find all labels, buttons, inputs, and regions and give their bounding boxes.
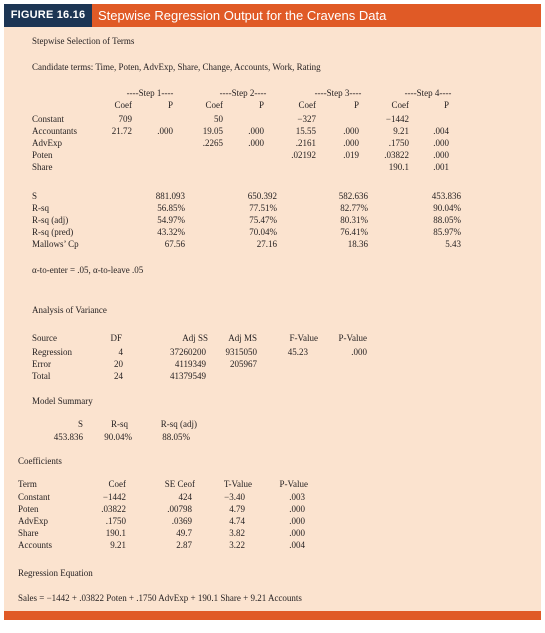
anova-cell: 41379549: [170, 371, 206, 381]
anova-fvalue-header: F-Value: [289, 333, 318, 343]
stat-value: 56.85%: [157, 203, 185, 213]
term-coef: 19.05: [202, 126, 223, 136]
term-p-value: .001: [433, 162, 449, 172]
stat-value: 80.31%: [340, 215, 368, 225]
stat-value: 75.47%: [249, 215, 277, 225]
output-panel: [4, 27, 541, 611]
stepwise-heading: Stepwise Selection of Terms: [32, 36, 135, 46]
coef-header: SE Ceof: [164, 479, 195, 489]
coef-term: AdvExp: [18, 516, 48, 526]
anova-cell: 37260200: [170, 347, 206, 357]
coef-cell: 424: [178, 492, 192, 502]
term-name: Accountants: [32, 126, 77, 136]
anova-cell: 9315050: [225, 347, 257, 357]
stat-value: 582.636: [338, 191, 368, 201]
stat-value: 70.04%: [249, 227, 277, 237]
anova-adjms-header: Adj MS: [228, 333, 257, 343]
coef-cell: 49.7: [176, 528, 192, 538]
p-header: P: [167, 100, 173, 110]
term-coef: 190.1: [388, 162, 409, 172]
stat-value: 77.51%: [249, 203, 277, 213]
model-summary-heading: Model Summary: [32, 396, 93, 406]
coef-cell: 4.74: [229, 516, 245, 526]
term-p-value: .000: [433, 138, 449, 148]
coef-cell: .1750: [105, 516, 126, 526]
anova-cell: 45.23: [287, 347, 308, 357]
term-p-value: .000: [248, 126, 264, 136]
stat-value: 453.836: [431, 191, 461, 201]
figure-label: FIGURE 16.16: [4, 4, 92, 27]
term-p-value: .000: [248, 138, 264, 148]
term-name: AdvExp: [32, 138, 62, 148]
term-coef: .2265: [202, 138, 223, 148]
term-p-value: .000: [343, 126, 359, 136]
term-coef: 21.72: [111, 126, 132, 136]
stat-value: 43.32%: [157, 227, 185, 237]
coef-header: P-Value: [279, 479, 308, 489]
term-p-value: .004: [433, 126, 449, 136]
term-coef: 50: [214, 114, 223, 124]
term-name: Poten: [32, 150, 53, 160]
anova-row-label: Regression: [32, 347, 72, 357]
stat-value: 54.97%: [157, 215, 185, 225]
term-p-value: .000: [433, 150, 449, 160]
term-name: Share: [32, 162, 53, 172]
coef-cell: −3.40: [224, 492, 245, 502]
anova-cell: 4119349: [174, 359, 206, 369]
coefficients-heading: Coefficients: [18, 456, 62, 466]
coef-header: Coef: [114, 100, 132, 110]
summary-header: R-sq: [110, 419, 128, 429]
stat-value: 27.16: [256, 239, 277, 249]
anova-cell: 4: [118, 347, 123, 357]
coef-term: Constant: [18, 492, 51, 502]
summary-header: S: [77, 419, 83, 429]
coef-cell: 2.87: [176, 540, 192, 550]
stat-name: S: [32, 191, 38, 201]
coef-cell: .0369: [171, 516, 192, 526]
coef-header: Coef: [298, 100, 316, 110]
anova-pvalue-header: P-Value: [338, 333, 367, 343]
step-header: ----Step 2----: [219, 88, 267, 98]
term-coef: −1442: [385, 114, 409, 124]
coef-cell: .000: [289, 516, 305, 526]
stat-name: R-sq (pred): [32, 227, 74, 237]
p-header: P: [443, 100, 449, 110]
stat-value: 82.77%: [340, 203, 368, 213]
term-coef: .1750: [388, 138, 409, 148]
coef-header: Coef: [108, 479, 126, 489]
bottom-rule: [4, 611, 541, 620]
term-coef: 15.55: [295, 126, 316, 136]
term-coef: .02192: [291, 150, 316, 160]
step-header: ----Step 1----: [126, 88, 174, 98]
term-p-value: .000: [157, 126, 173, 136]
summary-value: 90.04%: [104, 432, 132, 442]
stat-name: Mallows’ Cp: [32, 239, 79, 249]
term-p-value: .019: [343, 150, 359, 160]
coef-cell: .03822: [101, 504, 126, 514]
coef-cell: 4.79: [229, 504, 245, 514]
step-header: ----Step 3----: [314, 88, 362, 98]
stat-value: 5.43: [445, 239, 461, 249]
coef-cell: .004: [289, 540, 305, 550]
stat-value: 881.093: [155, 191, 185, 201]
anova-cell: .000: [351, 347, 367, 357]
stat-name: R-sq: [32, 203, 50, 213]
figure-caption: Stepwise Regression Output for the Cravens Data: [98, 8, 387, 23]
coef-cell: −1442: [102, 492, 126, 502]
anova-heading: Analysis of Variance: [32, 305, 107, 315]
coef-term: Share: [18, 528, 39, 538]
stat-value: 88.05%: [433, 215, 461, 225]
coef-cell: .000: [289, 504, 305, 514]
coef-header: Coef: [205, 100, 223, 110]
coef-cell: .003: [289, 492, 305, 502]
stat-value: 90.04%: [433, 203, 461, 213]
summary-value: 453.836: [53, 432, 83, 442]
regression-heading: Regression Equation: [18, 568, 93, 578]
step-header: ----Step 4----: [404, 88, 452, 98]
coef-header: T-Value: [223, 479, 252, 489]
anova-row-label: Total: [32, 371, 51, 381]
anova-source-header: Source: [32, 333, 57, 343]
coef-term: Accounts: [18, 540, 52, 550]
regression-equation: Sales = −1442 + .03822 Poten + .1750 AdvExp + 190.1 Share + 9.21 Accounts: [18, 593, 302, 603]
term-name: Constant: [32, 114, 65, 124]
term-coef: .03822: [384, 150, 409, 160]
coef-cell: .000: [289, 528, 305, 538]
coef-cell: 190.1: [105, 528, 126, 538]
term-p-value: .000: [343, 138, 359, 148]
stat-name: R-sq (adj): [32, 215, 69, 225]
term-coef: −327: [297, 114, 316, 124]
stat-value: 67.56: [164, 239, 185, 249]
alpha-note: α-to-enter = .05, α-to-leave .05: [32, 265, 144, 275]
p-header: P: [353, 100, 359, 110]
candidate-terms: Candidate terms: Time, Poten, AdvExp, Share, Change, Accounts, Work, Rating: [32, 62, 321, 72]
anova-cell: 24: [114, 371, 123, 381]
anova-row-label: Error: [32, 359, 51, 369]
anova-cell: 205967: [230, 359, 257, 369]
stat-value: 85.97%: [433, 227, 461, 237]
coef-cell: 9.21: [110, 540, 126, 550]
anova-adjss-header: Adj SS: [182, 333, 208, 343]
coef-cell: 3.82: [229, 528, 245, 538]
coef-cell: .00798: [167, 504, 192, 514]
stat-value: 18.36: [347, 239, 368, 249]
anova-cell: 20: [114, 359, 123, 369]
coef-header: Term: [18, 479, 37, 489]
summary-value: 88.05%: [162, 432, 190, 442]
term-coef: .2161: [295, 138, 316, 148]
stat-value: 650.392: [247, 191, 277, 201]
coef-cell: 3.22: [229, 540, 245, 550]
coef-header: Coef: [391, 100, 409, 110]
p-header: P: [258, 100, 264, 110]
coef-term: Poten: [18, 504, 39, 514]
stat-value: 76.41%: [340, 227, 368, 237]
term-coef: 709: [118, 114, 132, 124]
anova-df-header: DF: [110, 333, 122, 343]
term-coef: 9.21: [393, 126, 409, 136]
summary-header: R-sq (adj): [160, 419, 197, 429]
